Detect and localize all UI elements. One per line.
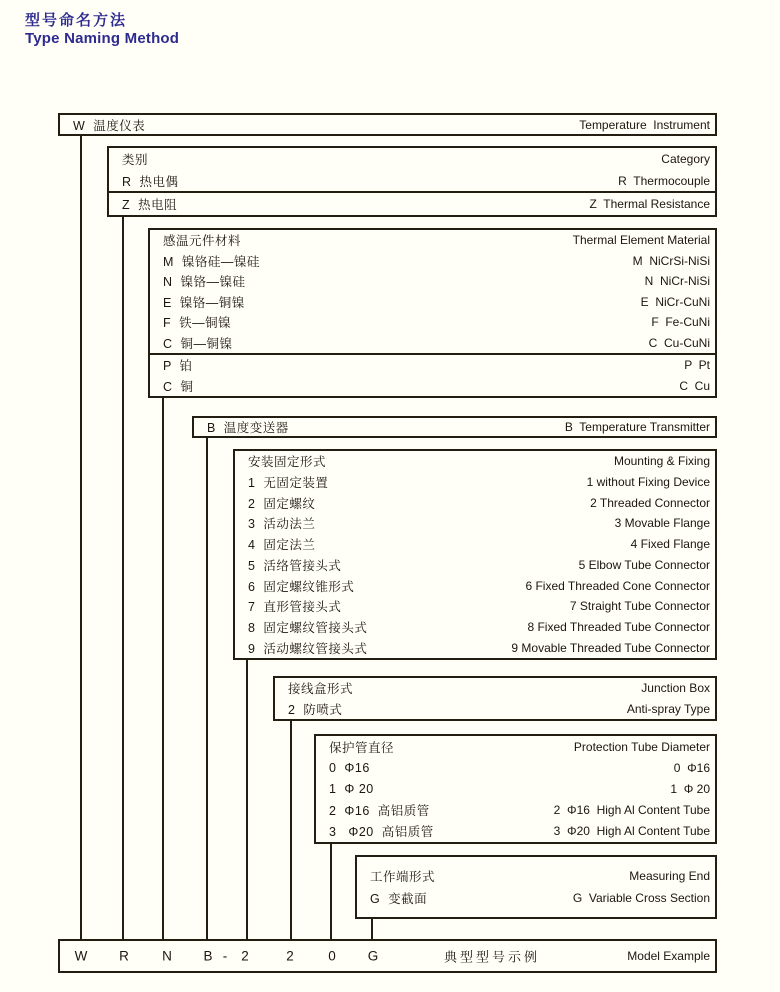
table-row [316, 800, 715, 821]
row-label-en: 2 Threaded Connector [590, 495, 710, 510]
row-label-en: 6 Fixed Threaded Cone Connector [525, 578, 710, 593]
row-label-zh: 0 Φ16 [329, 760, 370, 775]
model-code: 0 [328, 948, 336, 964]
table-row [109, 191, 715, 215]
row-label-zh: 3 活动法兰 [248, 517, 316, 532]
row-label-zh: Z 热电阻 [122, 198, 178, 213]
box-measuring-end [355, 855, 717, 919]
row-label-zh: 3 Φ20 高铝质管 [329, 825, 434, 840]
row-label-zh: G 变截面 [370, 892, 428, 906]
row-label-en: C Cu [679, 378, 710, 393]
table-row [316, 736, 715, 757]
table-row [357, 865, 715, 887]
box-thermal-element-material [148, 228, 717, 398]
table-row [150, 312, 715, 333]
row-label-en: N NiCr-NiSi [644, 274, 710, 289]
model-code: 2 [241, 948, 249, 964]
model-code: R [119, 948, 129, 964]
row-label-en: Measuring End [629, 869, 710, 883]
row-label-en: P Pt [684, 358, 710, 373]
row-label-en: M NiCrSi-NiSi [632, 253, 710, 268]
row-label-zh: F 铁—铜镍 [163, 316, 232, 331]
row-label-zh: 4 固定法兰 [248, 538, 316, 553]
table-row [316, 821, 715, 842]
row-label-en: 7 Straight Tube Connector [569, 599, 710, 614]
row-label-en: Anti-spray Type [626, 701, 710, 716]
model-code: N [162, 948, 172, 964]
box-protection-tube-diameter [314, 734, 717, 844]
row-label-zh: W 温度仪表 [73, 118, 146, 133]
table-row [194, 418, 715, 436]
row-label-zh: 工作端形式 [370, 870, 436, 884]
row-label-zh: P 铂 [163, 359, 193, 374]
model-example-caption-zh: 典型型号示例 [444, 949, 541, 965]
row-label-en: R Thermocouple [618, 173, 710, 188]
row-label-zh: 接线盒形式 [288, 682, 354, 697]
table-row [150, 292, 715, 313]
table-row [235, 575, 715, 596]
row-label-zh: 2 Φ16 高铝质管 [329, 804, 430, 819]
model-code: 2 [286, 948, 294, 964]
row-label-zh: E 镍铬—铜镍 [163, 295, 245, 310]
row-label-zh: 6 固定螺纹锥形式 [248, 579, 355, 594]
connector-line-measuring [371, 918, 373, 941]
page-title-en: Type Naming Method [25, 30, 180, 47]
page-title-zh: 型号命名方法 [25, 12, 128, 29]
row-label-zh: 9 活动螺纹管接头式 [248, 641, 368, 656]
connector-line-b [206, 438, 208, 941]
row-label-en: Z Thermal Resistance [589, 197, 710, 212]
box-temperature-transmitter [192, 416, 717, 438]
table-row [235, 555, 715, 576]
row-label-en: Temperature Instrument [579, 117, 710, 132]
table-row [275, 699, 715, 720]
table-row [275, 678, 715, 699]
table-row [150, 333, 715, 354]
row-label-en: 2 Φ16 High Al Content Tube [553, 803, 710, 818]
row-label-zh: 7 直形管接头式 [248, 600, 342, 615]
row-label-zh: 保护管直径 [329, 740, 395, 755]
connector-line-w [80, 135, 82, 941]
table-row [150, 251, 715, 272]
model-code: - [222, 948, 228, 964]
table-row [150, 271, 715, 292]
table-row [316, 757, 715, 778]
model-code: W [74, 948, 88, 964]
row-label-zh: C 铜 [163, 379, 194, 394]
row-label-en: G Variable Cross Section [572, 891, 710, 905]
row-label-zh: R 热电偶 [122, 174, 179, 189]
row-label-en: 4 Fixed Flange [630, 537, 710, 552]
row-label-en: E NiCr-CuNi [640, 294, 710, 309]
row-label-en: F Fe-CuNi [651, 315, 710, 330]
connector-line-n [162, 397, 164, 941]
row-label-en: Mounting & Fixing [613, 454, 710, 469]
row-label-zh: 2 防喷式 [288, 702, 343, 717]
row-label-en: 1 Φ 20 [670, 782, 710, 796]
table-row [109, 148, 715, 170]
box-mounting-fixing [233, 449, 717, 660]
table-row [235, 596, 715, 617]
row-label-en: 3 Movable Flange [614, 516, 710, 531]
row-label-en: 5 Elbow Tube Connector [578, 557, 710, 572]
row-label-zh: 5 活络管接头式 [248, 558, 342, 573]
row-label-en: B Temperature Transmitter [564, 420, 710, 434]
connector-line-junction [290, 720, 292, 941]
row-label-zh: M 镍铬硅—镍硅 [163, 254, 260, 269]
row-label-en: 8 Fixed Threaded Tube Connector [527, 619, 710, 634]
table-row [235, 534, 715, 555]
table-row [150, 376, 715, 397]
box-model-example [58, 939, 717, 973]
table-row [150, 230, 715, 251]
model-code: B [203, 948, 213, 964]
box-temperature-instrument [58, 113, 717, 136]
row-label-zh: B 温度变送器 [207, 421, 289, 435]
table-row [150, 353, 715, 376]
table-row [109, 170, 715, 192]
row-label-zh: 2 固定螺纹 [248, 496, 316, 511]
connector-line-mounting [246, 659, 248, 941]
table-row [235, 513, 715, 534]
row-label-zh: 1 无固定装置 [248, 476, 329, 491]
row-label-en: Thermal Element Material [572, 233, 710, 248]
row-label-zh: 1 Φ 20 [329, 782, 374, 796]
connector-line-protection [330, 843, 332, 941]
row-label-zh: 类别 [122, 152, 149, 167]
table-row [235, 472, 715, 493]
row-label-en: 0 Φ16 [673, 760, 710, 775]
table-row [60, 115, 715, 134]
table-row [235, 617, 715, 638]
connector-line-z [122, 216, 124, 941]
row-label-zh: N 镍铬—镍硅 [163, 275, 246, 290]
row-label-en: 9 Movable Threaded Tube Connector [511, 640, 710, 655]
row-label-en: Category [661, 151, 710, 166]
box-junction-box [273, 676, 717, 721]
row-label-en: 1 without Fixing Device [586, 475, 710, 490]
table-row [235, 492, 715, 513]
row-label-en: C Cu-CuNi [648, 335, 710, 350]
row-label-en: 3 Φ20 High Al Content Tube [553, 824, 710, 839]
row-label-zh: 感温元件材料 [163, 234, 242, 249]
row-label-en: Junction Box [641, 681, 710, 696]
model-example-caption-en: Model Example [627, 949, 710, 963]
row-label-zh: 安装固定形式 [248, 455, 327, 470]
table-row [357, 887, 715, 909]
model-code: G [367, 948, 379, 964]
table-row [235, 637, 715, 658]
box-category [107, 146, 717, 217]
row-label-zh: C 铜—铜镍 [163, 336, 233, 351]
row-label-en: Protection Tube Diameter [573, 739, 710, 754]
table-row [316, 778, 715, 799]
table-row [235, 451, 715, 472]
row-label-zh: 8 固定螺纹管接头式 [248, 620, 368, 635]
